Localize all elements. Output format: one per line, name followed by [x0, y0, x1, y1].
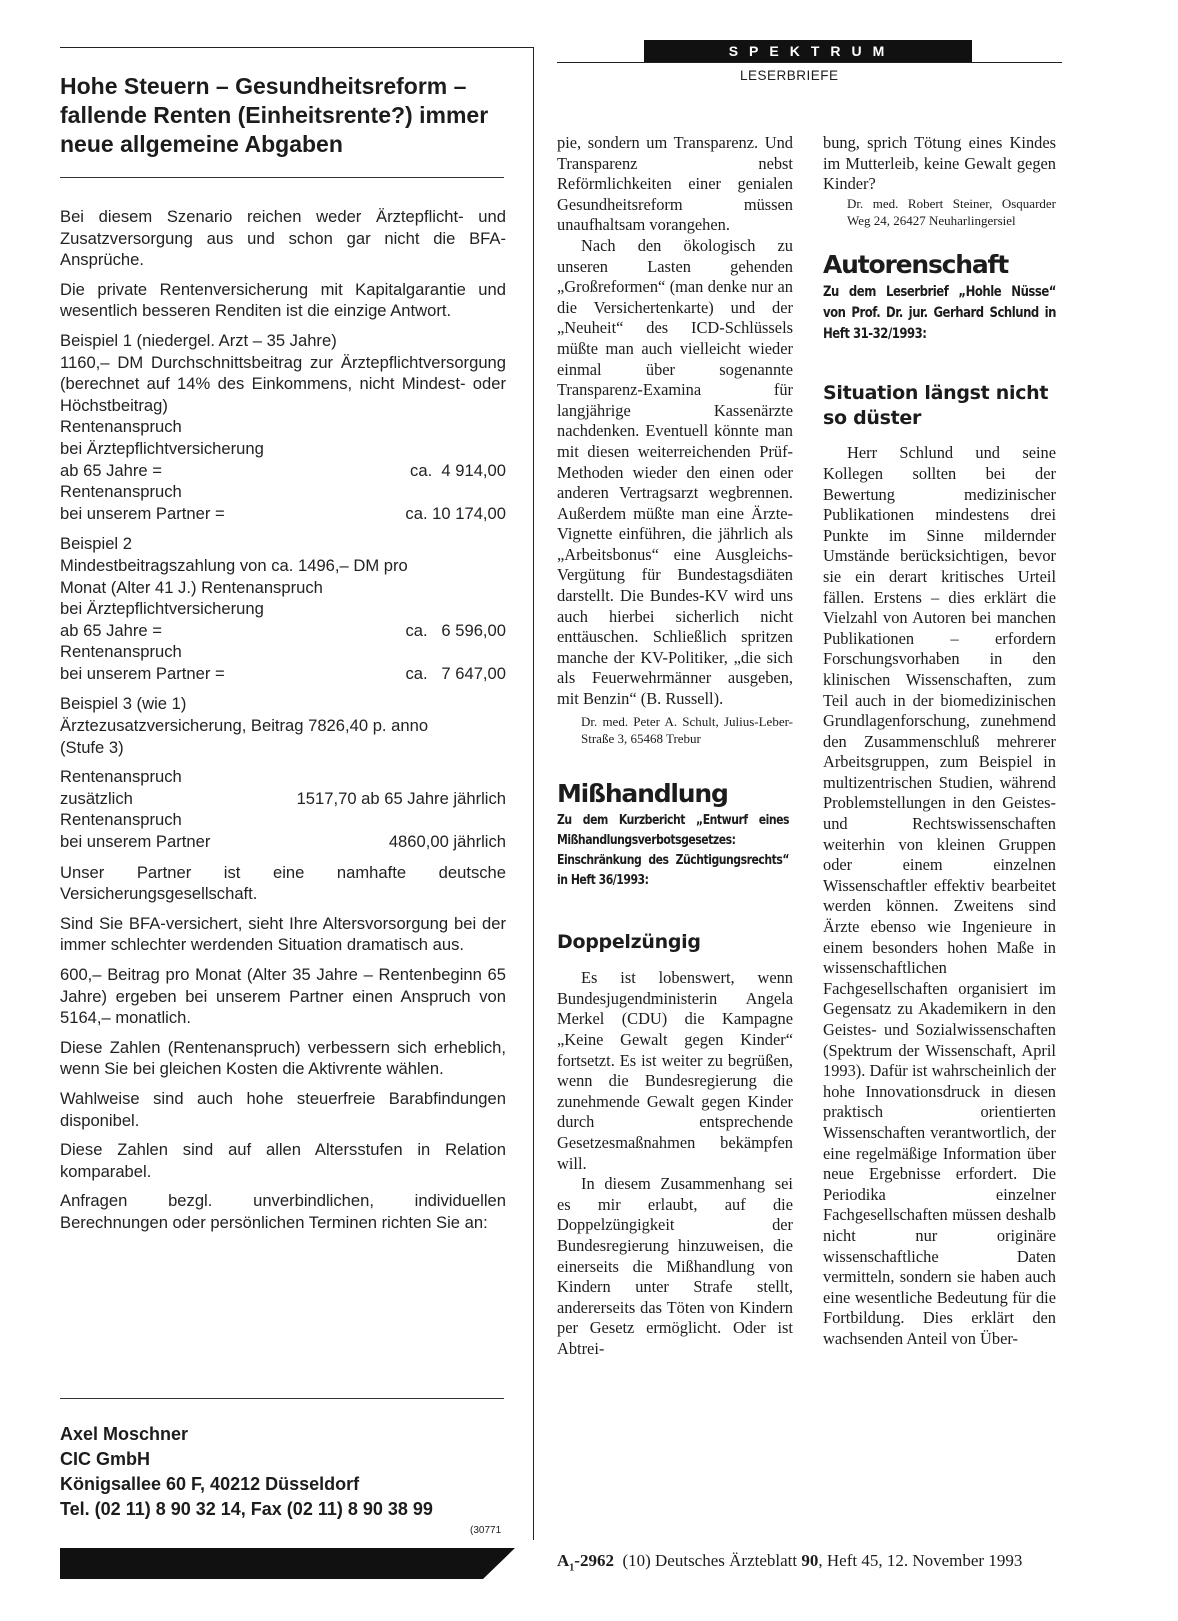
example-title: Beispiel 1 (niedergel. Arzt – 35 Jahre) [60, 330, 337, 350]
letter-paragraph: In diesem Zusammenhang sei es mir erlaubt, auf die Doppelzüngigkeit der Bundesregierung hinzuweisen, die einerseits die Mißhandlung von Kindern unter Strafe stellt, andererseits das Töten von Kindern per Gesetz ermöglicht. Oder ist Abtrei- [557, 1174, 793, 1358]
page-number-num: -2962 [574, 1551, 614, 1570]
calc-label: bei unserem Partner [60, 832, 211, 852]
letter-paragraph: Herr Schlund und seine Kollegen sollten bei der Bewertung medizinischer Publikationen mindestens drei Punkte im Sinne mildernder Umstände berücksichtigen, bevor sie ein derart kritisches Urteil fällen. Erstens – dies erklärt die Vielzahl von Autoren bei manchen Publikationen – erfordern Forschungsvorhaben in den klinischen Wissenschaften, zum Teil auch in der biomedizinischen Grundlagenforschung, zunehmend den Zusammenschluß mehrerer Arbeitsgruppen, zum Beispiel in multizentrischen Studien, während Problemstellungen in den Geistes- und Rechtswissenschaften weiterhin von kleinen Gruppen oder einem einzelnen Wissenschaftler effektiv bearbeitet werden können. Zweitens sind Ärzte ebenso wie Ingenieure in einem besonders hohen Maße in wissenschaftlichen Fachgesellschaften organisiert im Gegensatz zu Akademikern in den Geistes- und Sozialwissenschaften (Spektrum der Wissenschaft, April 1993). Dafür ist wahrscheinlich der hohe Innovationsdruck in diesen praktisch orientierten Wissenschaften verantwortlich, der eine regelmäßige Information über neue Ergebnisse erfordert. Die Periodika einzelner Fachgesellschaften müssen deshalb nicht nur originäre wissenschaftliche Daten vermitteln, sondern sie haben auch eine wesentliche Bedeutung für die Fortbildung. Dies erklärt den wachsenden Anteil von Über- [823, 443, 1056, 1348]
ad-paragraph: Die private Rentenversicherung mit Kapitalgarantie und wesentlich besseren Renditen ist die einzige Antwort. [60, 279, 506, 321]
example-text: Monat (Alter 41 J.) Rentenanspruch [60, 577, 323, 597]
example-title: Beispiel 2 [60, 534, 132, 554]
letter-paragraph: pie, sondern um Transparenz. Und Transparenz nebst Reförmlichkeiten einer genialen Gesundheitsreform müssen unaufhaltsam vorangehen. [557, 133, 793, 235]
header-rule [557, 62, 1062, 63]
calc-value: 4860,00 jährlich [388, 832, 506, 852]
page-number-prefix: A [557, 1551, 570, 1570]
letter-intro-wrap [823, 281, 1056, 344]
letter-paragraph: Nach den ökologisch zu unseren Lasten gehenden „Großreformen“ (man denke nur an die Versichertenkarte) und der „Neuheit“ des ICD-Schlüssels müßte man auch vielleicht wieder einmal über sogenannte Transparenz-Examina für langjährige Kassenärzte nachdenken. Eventuell könnte man mit diesen weiterreichenden Prüf-Methoden wieder den einen oder anderen Vertragsarzt wegbrennen. Außerdem müßte man eine Ärzte-Vignette einführen, die jährlich als „Arbeitsbonus“ eine Ausgleichs-Vergütung für Bundestagsdiäten darstellt. Die Bundes-KV wird uns auch hierbei sicherlich nicht enttäuschen. Schließlich spritzen manche der KV-Politiker, „die sich als Feuerwehrmänner ausgeben, mit Benzin“ (B. Russell). [557, 235, 793, 709]
calc-row [60, 620, 506, 642]
contact-phone: Tel. (02 11) 8 90 32 14, Fax (02 11) 8 90 38 99 [60, 1499, 433, 1519]
claim-label: Rentenanspruch [60, 810, 182, 830]
calc-row [60, 663, 506, 685]
issue-text: (10) Deutsches Ärzteblatt [622, 1551, 802, 1570]
calc-value: 1517,70 ab 65 Jahre jährlich [296, 788, 506, 808]
example-text: 1160,– DM Durchschnittsbeitrag zur Ärztepflichtversorgung (berechnet auf 14% des Einkommens, nicht Mindest- oder Höchstbeitrag) [60, 352, 506, 415]
calc-value: ca. 7 647,00 [405, 663, 506, 683]
page-number-sub: 1 [569, 1562, 575, 1574]
example-text-line: Ärztezusatzversicherung, Beitrag 7826,40 p. anno [60, 716, 429, 736]
claim-label: Rentenanspruch [60, 642, 182, 662]
claim-label: Rentenanspruch [60, 417, 182, 437]
page-footer [557, 1551, 1077, 1573]
claim-sub: bei Ärztepflichtversicherung [60, 438, 264, 458]
ad-paragraph: Unser Partner ist eine namhafte deutsche Versicherungsgesellschaft. [60, 862, 506, 904]
letter-paragraph: bung, sprich Tötung eines Kindes im Mutterleib, keine Gewalt gegen Kinder? [823, 133, 1056, 194]
calc-value: ca. 10 174,00 [405, 503, 506, 523]
example-text [60, 715, 506, 737]
ad-right-rule [533, 47, 534, 1540]
letter-heading: Mißhandlung [557, 778, 728, 808]
example-text: Mindestbeitragszahlung von ca. 1496,– DM pro [60, 555, 408, 575]
claim-sub: bei Ärztepflichtversicherung [60, 599, 264, 619]
calc-label: bei unserem Partner = [60, 503, 225, 523]
ad-paragraph: Sind Sie BFA-versichert, sieht Ihre Altersvorsorgung bei der immer schlechter werdenden Situation dramatisch aus. [60, 913, 506, 955]
calc-row [60, 460, 506, 482]
calc-row [60, 831, 506, 853]
ad-paragraph: 600,– Beitrag pro Monat (Alter 35 Jahre – Rentenbeginn 65 Jahre) ergeben bei unserem Partner einen Anspruch von 5164,– monatlich. [60, 965, 506, 1028]
letter-intro: Zu dem Kurzbericht „Entwurf eines Mißhandlungsverbotsgesetzes: Einschränkung des Züchtigungsrechts“ in Heft 36/1993: [557, 812, 789, 889]
example-1 [60, 330, 506, 524]
volume: 90 [801, 1551, 819, 1570]
letter-paragraph: Es ist lobenswert, wenn Bundesjugendministerin Angela Merkel (CDU) die Kampagne „Keine Gewalt gegen Kinder“ fortsetzt. Es ist weiter zu begrüßen, wenn die Bundesregierung die zunehmende Gewalt gegen Kinder durch entsprechende Gesetzesmaßnahmen bekämpfen will. [557, 968, 793, 1173]
example-title: Beispiel 3 (wie 1) [60, 694, 187, 714]
example-2 [60, 533, 506, 684]
calc-label: bei unserem Partner = [60, 663, 225, 683]
contact-address: Königsallee 60 F, 40212 Düsseldorf [60, 1474, 360, 1494]
ad-paragraph: Anfragen bezgl. unverbindlichen, individuellen Berechnungen oder persönlichen Terminen richten Sie an: [60, 1191, 506, 1232]
issue-date: , Heft 45, 12. November 1993 [818, 1551, 1023, 1570]
column-3 [823, 133, 1056, 1350]
ad-paragraph: Diese Zahlen (Rentenanspruch) verbessern sich erheblich, wenn Sie bei gleichen Kosten die Aktivrente wählen. [60, 1037, 506, 1079]
calc-label: zusätzlich [60, 788, 133, 808]
letter-subheading: Doppelzüngig [557, 931, 701, 954]
ad-paragraph: Bei diesem Szenario reichen weder Ärztepflicht- und Zusatzversorgung aus und schon gar nicht die BFA-Ansprüche. [60, 207, 506, 270]
ad-headline: Hohe Steuern – Gesundheitsreform – fallende Renten (Einheitsrente?) immer neue allgemeine Abgaben [60, 73, 489, 157]
contact-name: Axel Moschner [60, 1424, 189, 1444]
contact-company: CIC GmbH [60, 1449, 150, 1469]
calc-label: ab 65 Jahre = [60, 620, 162, 640]
section-title-bar: SPEKTRUM [644, 40, 972, 62]
letter-intro: Zu dem Leserbrief „Hohle Nüsse“ von Prof. Dr. jur. Gerhard Schlund in Heft 31-32/1993: [823, 283, 1056, 343]
calc-value: ca. 4 914,00 [410, 460, 506, 480]
letter-heading: Autorenschaft [823, 249, 1008, 279]
letter-subheading: Situation längst nicht so düster [823, 382, 1049, 430]
example-3 [60, 693, 506, 852]
ad-divider-top [60, 177, 504, 178]
calc-label: ab 65 Jahre = [60, 460, 162, 480]
calc-row [60, 503, 506, 525]
letter-signature: Dr. med. Robert Steiner, Osquarder Weg 24, 26427 Neuharlingersiel [847, 195, 1056, 228]
bottom-bar [60, 1548, 515, 1579]
calc-row [60, 788, 506, 810]
section-label: LESERBRIEFE [740, 68, 839, 83]
ad-paragraph: Wahlweise sind auch hohe steuerfreie Barabfindungen disponibel. [60, 1088, 506, 1130]
ad-divider-bottom [60, 1398, 504, 1399]
letter-signature: Dr. med. Peter A. Schult, Julius-Leber-Straße 3, 65468 Trebur [581, 713, 793, 746]
ad-paragraph: Diese Zahlen sind auf allen Altersstufen in Relation komparabel. [60, 1140, 506, 1181]
ad-code: (30771 [470, 1525, 502, 1536]
example-text: (Stufe 3) [60, 737, 124, 757]
claim-label: Rentenanspruch [60, 482, 182, 502]
spacer [60, 758, 506, 766]
letter-intro-wrap [557, 810, 789, 890]
claim-label: Rentenanspruch [60, 767, 182, 787]
column-2 [557, 133, 793, 1360]
ad-body [60, 206, 506, 1242]
ad-top-rule [60, 47, 534, 48]
ad-contact [60, 1422, 530, 1522]
page-number [557, 1551, 614, 1574]
calc-value: ca. 6 596,00 [405, 620, 506, 640]
